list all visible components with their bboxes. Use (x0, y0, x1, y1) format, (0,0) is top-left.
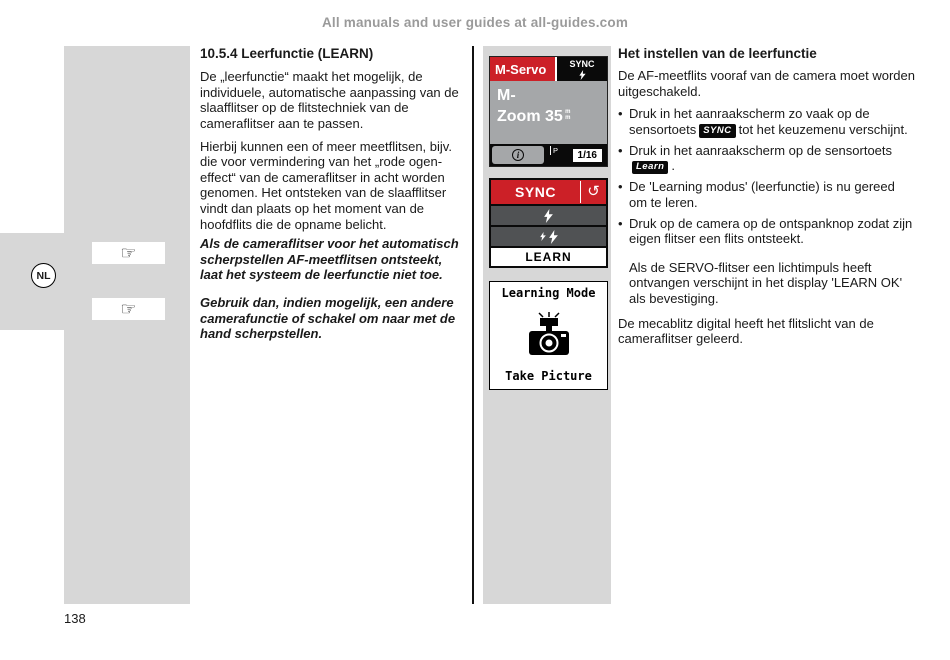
menu-title: SYNC (515, 184, 556, 200)
light-output-cell (546, 146, 605, 164)
p-mode-flag: P (550, 146, 558, 155)
flash-bolt-icon (579, 70, 586, 80)
step-text: • Druk op de camera op de ontspanknop zodat zijn eigen flitser een flits ontsteekt. (629, 215, 913, 247)
note-text: Gebruik dan, indien mogelijk, een andere camerafunctie of schakel om naar met de hand scherpstellen. (200, 295, 456, 342)
sync-softkey (555, 57, 607, 81)
display-body (490, 81, 607, 144)
small-flash-bolt-icon (540, 232, 546, 241)
learning-mode-title: Learning Mode (501, 286, 596, 300)
result-paragraph: Als de SERVO-flitser een lichtimpuls heeft ontvangen verschijnt in het display 'LEARN OK' als bevestiging. (629, 259, 903, 306)
page-number: 138 (64, 611, 86, 626)
watermark-text: All manuals and user guides at all-guides.com (321, 15, 629, 30)
step-text: • De 'Learning modus' (leerfunctie) is nu gereed om te leren. (629, 179, 895, 210)
camera-with-flash-icon (523, 312, 575, 358)
sync-key-badge: SYNC (699, 124, 735, 137)
flash-display-servo (489, 56, 608, 167)
step-item-1 (618, 106, 915, 137)
info-softkey (492, 146, 544, 164)
menu-header (491, 180, 606, 204)
back-arrow-icon: ↺ (580, 181, 606, 203)
step-text: tot het keuzemenu verschijnt. (738, 121, 908, 137)
step-text: Druk in het aanraakscherm zo vaak op de sensortoets (629, 106, 870, 137)
flash-bolt-icon (549, 230, 558, 244)
flash-bolt-icon (544, 209, 553, 223)
pointing-hand-icon: ☞ (120, 243, 137, 263)
learn-menu-item: LEARN (491, 248, 606, 266)
pointing-hand-icon: ☞ (120, 299, 137, 319)
zoom-value: Zoom 35 (497, 107, 563, 125)
take-picture-caption: Take Picture (505, 369, 592, 383)
step-text: . (671, 158, 675, 174)
zoom-unit: mm (564, 108, 571, 121)
step-item-2 (618, 143, 915, 174)
menu-option-partial-flash (491, 227, 606, 246)
step-text: Druk in het aanraakscherm op de sensortoets (629, 142, 893, 158)
sync-menu-display (489, 178, 608, 268)
left-margin-panel (64, 46, 190, 604)
instructions-column (618, 46, 915, 347)
learning-mode-display (489, 281, 608, 390)
mode-line: M- (497, 87, 516, 104)
body-paragraph: De „leerfunctie“ maakt het mogelijk, de individuele, automatische aanpassing van de slaafflitser op de flitstechniek van de cameraflitser aan te passen. (200, 69, 459, 131)
display-status-row (490, 144, 607, 166)
body-paragraph: Hierbij kunnen een of meer meetflitsen, bijv. die voor vermindering van het „rode ogen-effect“ van de cameraflitser in acht worden genomen. Het ontsteken van de slaafflitser vindt dan plaats op het moment van de hoofdflits die de opname belicht. (200, 138, 452, 232)
mode-label: M-Servo (490, 57, 555, 81)
display-header-row (490, 57, 607, 81)
note-text: Als de cameraflitser voor het automatisch scherpstellen AF-meetflitsen ontsteekt, laat het systeem de leerfunctie niet toe. (200, 236, 459, 283)
note-marker-box (92, 298, 165, 320)
body-paragraph: De AF-meetflits vooraf van de camera moet worden uitgeschakeld. (618, 68, 915, 99)
menu-option-flash (491, 206, 606, 225)
conclusion-paragraph: De mecablitz digital heeft het flitslicht van de cameraflitser geleerd. (618, 315, 874, 347)
column-divider (472, 46, 474, 604)
section-heading: 10.5.4 Leerfunctie (LEARN) (200, 46, 374, 61)
light-ratio-value: 1/16 (573, 149, 602, 162)
learn-key-badge: Learn (632, 161, 668, 174)
info-icon: i (512, 149, 524, 161)
main-text-column (200, 46, 464, 232)
instructions-heading: Het instellen van de leerfunctie (618, 46, 817, 61)
sync-label: SYNC (569, 58, 595, 69)
step-item-4 (618, 216, 915, 247)
step-item-3 (618, 179, 915, 210)
note-marker-box (92, 242, 165, 264)
language-badge: NL (31, 263, 56, 288)
